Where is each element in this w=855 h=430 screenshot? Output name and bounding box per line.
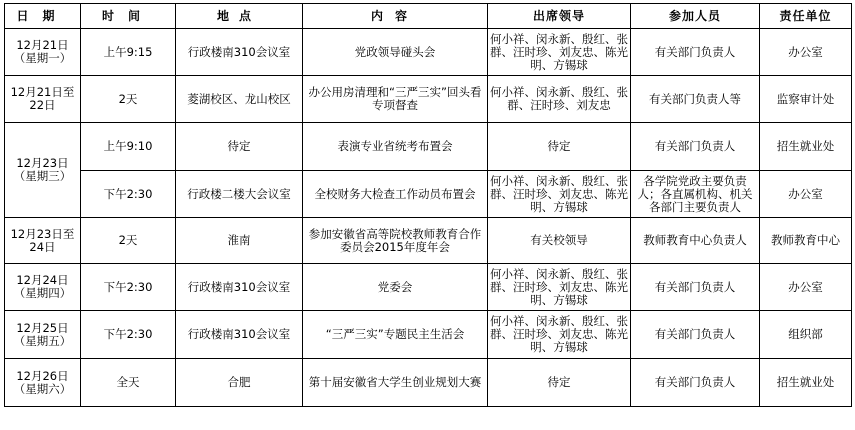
row-time: 下午2:30 <box>81 171 176 218</box>
table-row <box>5 171 852 218</box>
row-attendees: 有关部门负责人 <box>631 264 760 311</box>
row-attendees: 各学院党政主要负责人；各直属机构、机关各部门主要负责人 <box>631 171 760 218</box>
row-date: 12月21日（星期一） <box>5 29 81 76</box>
row-leaders: 待定 <box>488 359 631 407</box>
row-place: 待定 <box>176 123 303 171</box>
row-place: 合肥 <box>176 359 303 407</box>
header-unit: 责任单位 <box>760 4 852 29</box>
row-time: 2天 <box>81 218 176 264</box>
header-place: 地点 <box>176 4 303 29</box>
row-time: 2天 <box>81 76 176 123</box>
row-unit: 办公室 <box>760 29 852 76</box>
row-time: 下午2:30 <box>81 311 176 359</box>
header-content: 内容 <box>303 4 488 29</box>
row-place: 菱湖校区、龙山校区 <box>176 76 303 123</box>
row-leaders: 何小祥、闵永新、殷红、张群、汪时珍、刘友忠 <box>488 76 631 123</box>
row-unit: 监察审计处 <box>760 76 852 123</box>
row-attendees: 有关部门负责人 <box>631 359 760 407</box>
row-leaders: 何小祥、闵永新、殷红、张群、汪时珍、刘友忠、陈光明、方锡球 <box>488 311 631 359</box>
row-place: 行政楼南310会议室 <box>176 264 303 311</box>
row-leaders: 待定 <box>488 123 631 171</box>
row-place: 行政楼二楼大会议室 <box>176 171 303 218</box>
row-content: 党政领导碰头会 <box>303 29 488 76</box>
row-content: 办公用房清理和“三严三实”回头看专项督查 <box>303 76 488 123</box>
row-attendees: 有关部门负责人 <box>631 123 760 171</box>
row-leaders: 何小祥、闵永新、殷红、张群、汪时珍、刘友忠、陈光明、方锡球 <box>488 264 631 311</box>
row-content: 第十届安徽省大学生创业规划大赛 <box>303 359 488 407</box>
row-content: “三严三实”专题民主生活会 <box>303 311 488 359</box>
row-content: 全校财务大检查工作动员布置会 <box>303 171 488 218</box>
row-unit: 招生就业处 <box>760 359 852 407</box>
row-unit: 组织部 <box>760 311 852 359</box>
row-content: 参加安徽省高等院校教师教育合作委员会2015年度年会 <box>303 218 488 264</box>
row-date: 12月23日至24日 <box>5 218 81 264</box>
table-row <box>5 359 852 407</box>
row-attendees: 有关部门负责人 <box>631 311 760 359</box>
row-date: 12月23日（星期三） <box>5 123 81 218</box>
weekly-schedule-table <box>4 3 852 407</box>
header-row <box>5 4 852 29</box>
row-attendees: 有关部门负责人 <box>631 29 760 76</box>
table-row <box>5 29 852 76</box>
row-attendees: 有关部门负责人等 <box>631 76 760 123</box>
header-time: 时间 <box>81 4 176 29</box>
table-row <box>5 311 852 359</box>
row-unit: 办公室 <box>760 264 852 311</box>
row-attendees: 教师教育中心负责人 <box>631 218 760 264</box>
row-unit: 办公室 <box>760 171 852 218</box>
header-attendees: 参加人员 <box>631 4 760 29</box>
row-content: 党委会 <box>303 264 488 311</box>
row-time: 上午9:15 <box>81 29 176 76</box>
row-unit: 招生就业处 <box>760 123 852 171</box>
row-leaders: 有关校领导 <box>488 218 631 264</box>
row-place: 行政楼南310会议室 <box>176 29 303 76</box>
row-leaders: 何小祥、闵永新、殷红、张群、汪时珍、刘友忠、陈光明、方锡球 <box>488 171 631 218</box>
header-date: 日期 <box>5 4 81 29</box>
header-leaders: 出席领导 <box>488 4 631 29</box>
row-date: 12月26日（星期六） <box>5 359 81 407</box>
row-place: 淮南 <box>176 218 303 264</box>
table-row <box>5 123 852 171</box>
table-row <box>5 218 852 264</box>
row-date: 12月25日（星期五） <box>5 311 81 359</box>
row-place: 行政楼南310会议室 <box>176 311 303 359</box>
row-time: 下午2:30 <box>81 264 176 311</box>
row-leaders: 何小祥、闵永新、殷红、张群、汪时珍、刘友忠、陈光明、方锡球 <box>488 29 631 76</box>
row-content: 表演专业省统考布置会 <box>303 123 488 171</box>
schedule-table-wrapper <box>4 3 852 407</box>
row-unit: 教师教育中心 <box>760 218 852 264</box>
table-row <box>5 76 852 123</box>
row-date: 12月21日至22日 <box>5 76 81 123</box>
table-row <box>5 264 852 311</box>
row-time: 上午9:10 <box>81 123 176 171</box>
row-date: 12月24日（星期四） <box>5 264 81 311</box>
row-time: 全天 <box>81 359 176 407</box>
